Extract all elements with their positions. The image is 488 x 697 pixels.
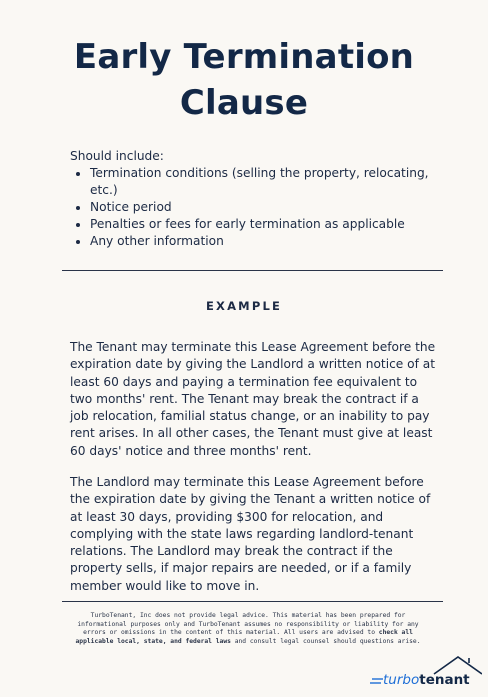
logo-wordmark (383, 672, 470, 688)
disclaimer-text: TurboTenant, Inc does not provide legal advice. This material has been prepared for informational purposes only and TurboTenant assumes no responsibility or liability for any errors or omissions in the content of this material. All users are advised to (77, 612, 419, 637)
divider-bottom (62, 601, 443, 602)
should-include-section (70, 148, 440, 250)
title-line-2: Clause (179, 83, 309, 123)
list-item: • Penalties or fees for early termination as applicable (90, 216, 440, 233)
example-paragraph-1: The Tenant may terminate this Lease Agreement before the expiration date by giving the Landlord a written notice of at least 60 days and paying a termination fee equivalent to two months' rent. The Tenant may break the contract if a job relocation, familial status change, or an inability to pay rent arises. In all other cases, the Tenant must give at least 60 days' notice and three months' rent. (70, 340, 436, 458)
title-line-1: Early Termination (73, 37, 415, 77)
list-item: • Notice period (90, 199, 440, 216)
list-item: • Any other information (90, 233, 440, 250)
logo-tenant-text: tenant (419, 672, 470, 688)
logo-turbo-text: turbo (383, 672, 420, 688)
should-include-heading: Should include: (70, 149, 164, 163)
example-paragraph-2: The Landlord may terminate this Lease Agreement before the expiration date by giving the Tenant a written notice of at least 30 days, providing $300 for relocation, and complying with the state laws regarding landlord-tenant relations. The Landlord may break the contract if the property sells, if major repairs are needed, or if a family member would like to move in. (70, 475, 431, 593)
divider-top (62, 270, 443, 271)
legal-disclaimer (74, 612, 422, 646)
example-heading: EXAMPLE (205, 299, 283, 313)
list-item: • Termination conditions (selling the property, relocating, etc.) (90, 165, 440, 199)
speed-lines-icon (370, 676, 384, 686)
should-include-list (70, 165, 440, 250)
disclaimer-bold-text: check all applicable local, state, and federal laws (75, 629, 413, 645)
disclaimer-text-end: and consult legal counsel should questions arise. (230, 637, 421, 645)
turbotenant-logo (370, 654, 482, 692)
page-title (0, 34, 488, 126)
